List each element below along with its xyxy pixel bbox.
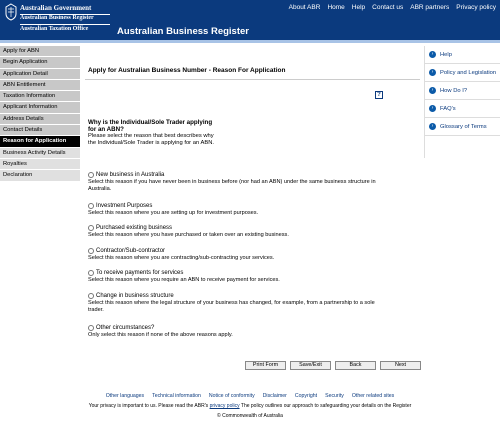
left-navigation [0,46,80,182]
nav-item-royalties[interactable]: Royalties [0,159,80,170]
sidebar-item-label[interactable]: Glossary of Terms [440,123,487,130]
option-label[interactable]: New business in Australia [96,171,165,178]
footer-link-related-sites[interactable]: Other related sites [351,393,395,399]
footer-link-copyright[interactable]: Copyright [294,393,318,399]
page-footer [0,393,500,419]
sidebar-item-how-do-i[interactable] [425,82,500,100]
nav-item-application-detail[interactable]: Application Detail [0,69,80,80]
reason-option [88,247,388,262]
radio-purchased-business[interactable] [88,225,94,231]
header-divider [20,24,110,25]
footer-link-disclaimer[interactable]: Disclaimer [262,393,287,399]
privacy-notice [0,403,500,409]
top-link-privacy[interactable]: Privacy policy [456,4,496,11]
page-title: Apply for Australian Business Number - Reason For Application [88,67,286,74]
nav-item-applicant-information[interactable]: Applicant Information [0,102,80,113]
privacy-policy-link[interactable]: privacy policy [209,403,240,409]
radio-other-circumstances[interactable] [88,325,94,331]
print-form-button[interactable]: Print Form [245,361,286,370]
option-description: Select this reason where you require an ABN to receive payment for services. [88,277,280,283]
save-exit-button[interactable]: Save/Exit [290,361,331,370]
form-buttons [245,361,421,370]
site-header [0,0,500,40]
arrow-right-icon: › [429,51,436,58]
government-name: Australian Government [20,4,92,12]
sidebar-item-policy[interactable] [425,64,500,82]
top-link-contact[interactable]: Contact us [372,4,404,11]
sidebar-item-label[interactable]: Policy and Legislation [440,69,497,76]
top-link-about[interactable]: About ABR [288,4,321,11]
nav-item-address-details[interactable]: Address Details [0,114,80,125]
option-description: Select this reason if you have never been in business before (nor had an ABN) under the same business structure in Australia. [88,179,376,192]
radio-receive-payments[interactable] [88,270,94,276]
option-description: Select this reason where you have purchased or taken over an existing business. [88,232,289,238]
option-label[interactable]: Change in business structure [96,292,174,299]
radio-new-business[interactable] [88,172,94,178]
option-label[interactable]: Purchased existing business [96,224,173,231]
agency-name-abr: Australian Business Register [20,15,94,21]
sidebar-item-label[interactable]: FAQ's [440,105,456,112]
option-description: Select this reason where you are setting up for investment purposes. [88,210,259,216]
nav-item-contact-details[interactable]: Contact Details [0,125,80,136]
footer-link-conformity[interactable]: Notice of conformity [208,393,255,399]
nav-item-declaration[interactable]: Declaration [0,170,80,181]
copyright-notice: © Commonwealth of Australia [217,413,283,419]
radio-contractor[interactable] [88,248,94,254]
footer-link-security[interactable]: Security [325,393,344,399]
sidebar-item-glossary[interactable] [425,118,500,136]
heading-divider [85,79,420,80]
coat-of-arms-icon [4,3,18,21]
reason-option [88,202,388,217]
top-link-help[interactable]: Help [351,4,366,11]
help-sidebar [424,46,500,158]
reason-option [88,224,388,239]
nav-item-taxation-information[interactable]: Taxation Information [0,91,80,102]
question-heading: Why is the Individual/Sole Trader applying for an ABN? [88,119,213,133]
arrow-right-icon: › [429,87,436,94]
privacy-text-pre: Your privacy is important to us. Please read the ABR's [88,403,209,409]
footer-link-languages[interactable]: Other languages [105,393,145,399]
option-description: Select this reason where you are contracting/sub-contracting your services. [88,255,275,261]
reason-option [88,292,388,314]
nav-item-begin-application[interactable]: Begin Application [0,57,80,68]
nav-item-apply-for-abn[interactable]: Apply for ABN [0,46,80,57]
nav-item-reason-for-application[interactable]: Reason for Application [0,136,80,147]
sidebar-item-label[interactable]: How Do I? [440,87,468,94]
top-link-home[interactable]: Home [327,4,345,11]
option-label[interactable]: To receive payments for services [96,269,184,276]
nav-item-business-activity-details[interactable]: Business Activity Details [0,148,80,159]
radio-change-structure[interactable] [88,293,94,299]
option-label[interactable]: Other circumstances? [96,324,155,331]
app-title: Australian Business Register [117,26,249,37]
sidebar-item-help[interactable] [425,46,500,64]
option-description: Select this reason where the legal structure of your business has changed, for example, from a partnership to a sole trader. [88,300,375,313]
sidebar-item-label[interactable]: Help [440,51,452,58]
top-navigation [289,4,496,11]
arrow-right-icon: › [429,69,436,76]
help-question-icon[interactable]: ? [375,91,383,99]
footer-link-technical[interactable]: Technical information [152,393,201,399]
option-label[interactable]: Investment Purposes [96,202,153,209]
sidebar-item-faqs[interactable] [425,100,500,118]
privacy-text-post: The policy outlines our approach to safeguarding your details on the Register [240,403,412,409]
agency-name-ato: Australian Taxation Office [20,26,89,32]
next-button[interactable]: Next [380,361,421,370]
footer-links [0,393,500,399]
arrow-right-icon: › [429,105,436,112]
radio-investment-purposes[interactable] [88,203,94,209]
arrow-right-icon: › [429,123,436,130]
reason-option [88,171,388,193]
top-link-partners[interactable]: ABR partners [410,4,450,11]
question-instructions: Please select the reason that best describes why the Individual/Sole Trader is applying for an ABN. [88,133,214,146]
nav-item-abn-entitlement[interactable]: ABN Entitlement [0,80,80,91]
reason-option [88,324,388,339]
option-label[interactable]: Contractor/Sub-contractor [96,247,166,254]
reason-option [88,269,388,284]
option-description: Only select this reason if none of the above reasons apply. [88,332,233,338]
header-stripe [0,40,500,43]
back-button[interactable]: Back [335,361,376,370]
